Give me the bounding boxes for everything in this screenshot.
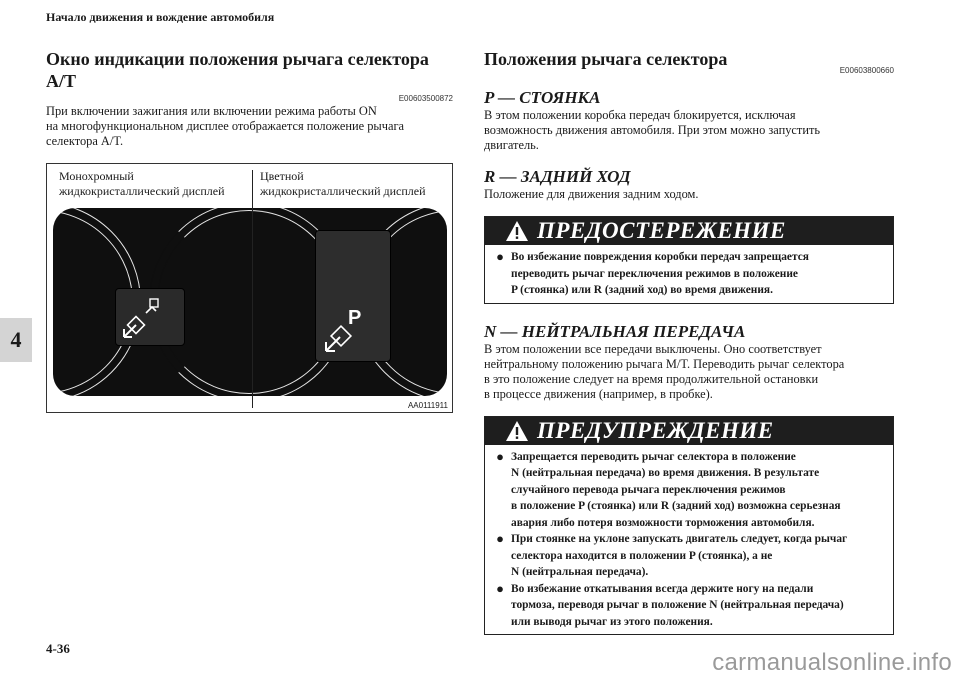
figure-divider [252,170,253,408]
caption-line: жидкокристаллический дисплей [59,184,225,198]
intro-line: При включении зажигания или включении режима работы ON [46,104,377,118]
text-line: возможность движения автомобиля. При этом можно запустить [484,123,821,137]
caution-box [484,216,894,304]
caption-line: жидкокристаллический дисплей [260,184,426,198]
warning-item [489,531,881,581]
warning-box [484,416,894,636]
gear-lever-icon [116,289,186,347]
section-title-positions: Положения рычага селектора [484,49,728,69]
text-line: двигатель. [484,138,539,152]
text-line: При стоянке на уклоне запускать двигатель следует, когда рычаг [511,533,848,545]
right-column [484,48,894,635]
heading-p-park: P — СТОЯНКА [484,88,601,107]
caution-item [489,249,881,299]
text-line: в это положение следует на время продолжительной остановки [484,371,819,386]
section-code: E00603800660 [839,66,894,75]
section-code: E00603500872 [398,94,453,103]
caution-header [485,217,893,245]
text-line: случайного перевода рычага переключения режимов [511,483,786,496]
bullet-icon: ● [496,448,504,464]
text-line: N (нейтральная передача). [511,566,649,578]
n-description [484,342,894,402]
chapter-tab: 4 [0,318,32,362]
caution-title: ПРЕДОСТЕРЕЖЕНИЕ [537,218,786,243]
text-line: Во избежание повреждения коробки передач запрещается [511,251,809,263]
figure-code: AA0111911 [407,401,448,410]
warning-title: ПРЕДУПРЕЖДЕНИЕ [537,417,774,443]
warning-item [489,449,881,532]
caption-line: Цветной [260,169,304,183]
intro-line: на многофункциональном дисплее отображается положение рычага [46,119,405,133]
bullet-icon: ● [496,531,504,546]
warning-item-text [511,531,847,581]
page-number: 4-36 [46,641,70,656]
running-head: Начало движения и вождение автомобиля [46,10,275,24]
heading-r-reverse: R — ЗАДНИЙ ХОД [484,167,631,186]
instrument-cluster [53,208,447,396]
intro-paragraph [46,104,453,149]
text-line: N (нейтральная передача) во время движения. В результате [511,467,820,479]
bullet-icon: ● [496,249,504,264]
watermark: carmanualsonline.info [712,649,952,676]
warning-item-text [511,581,844,631]
p-description [484,108,894,153]
intro-line: селектора A/T. [46,134,124,148]
mono-display-caption [59,169,225,199]
text-line: авария либо потеря возможности торможения автомобиля. [511,516,815,529]
gear-lever-icon [316,231,392,363]
warning-body [485,445,893,635]
color-display-caption [260,169,426,199]
caution-item-text [511,249,809,299]
text-line: тормоза, переводя рычаг в положение N (нейтральная передача) [511,599,844,611]
bullet-icon: ● [496,580,504,596]
text-line: переводить рычаг переключения режимов в положение [511,267,798,280]
heading-n-neutral: N — НЕЙТРАЛЬНАЯ ПЕРЕДАЧА [484,321,746,341]
caption-line: Монохромный [59,169,134,183]
text-line: или выводя рычаг из этого положения. [511,615,713,628]
r-description [484,187,894,202]
warning-triangle-icon [505,420,529,442]
text-line: селектора находится в положении P (стоянка), а не [511,549,773,562]
section-title-indicator: Окно индикации положения рычага селектора A/T [46,49,429,91]
left-column [46,48,453,413]
text-line: Запрещается переводить рычаг селектора в положение [511,450,796,463]
text-line: Во избежание откатывания всегда держите ногу на педали [511,582,814,595]
text-line: нейтральному положению рычага M/T. Переводить рычаг селектора [484,356,845,371]
caution-body [485,245,893,303]
text-line: P (стоянка) или R (задний ход) во время движения. [511,284,773,296]
warning-item-text [511,449,841,532]
text-line: В этом положении коробка передач блокируется, исключая [484,108,796,122]
gear-position-letter: P [348,307,362,329]
warning-item [489,581,881,631]
text-line: Положение для движения задним ходом. [484,187,699,201]
text-line: в процессе движения (например, в пробке). [484,386,713,401]
text-line: в положение P (стоянка) или R (задний ход) возможна серьезная [511,500,841,512]
color-lcd-display [315,230,391,362]
mono-lcd-display [115,288,185,346]
warning-header [485,417,893,445]
text-line: В этом положении все передачи выключены. Оно соответствует [484,341,822,356]
warning-triangle-icon [505,220,529,242]
display-illustration [46,163,453,413]
